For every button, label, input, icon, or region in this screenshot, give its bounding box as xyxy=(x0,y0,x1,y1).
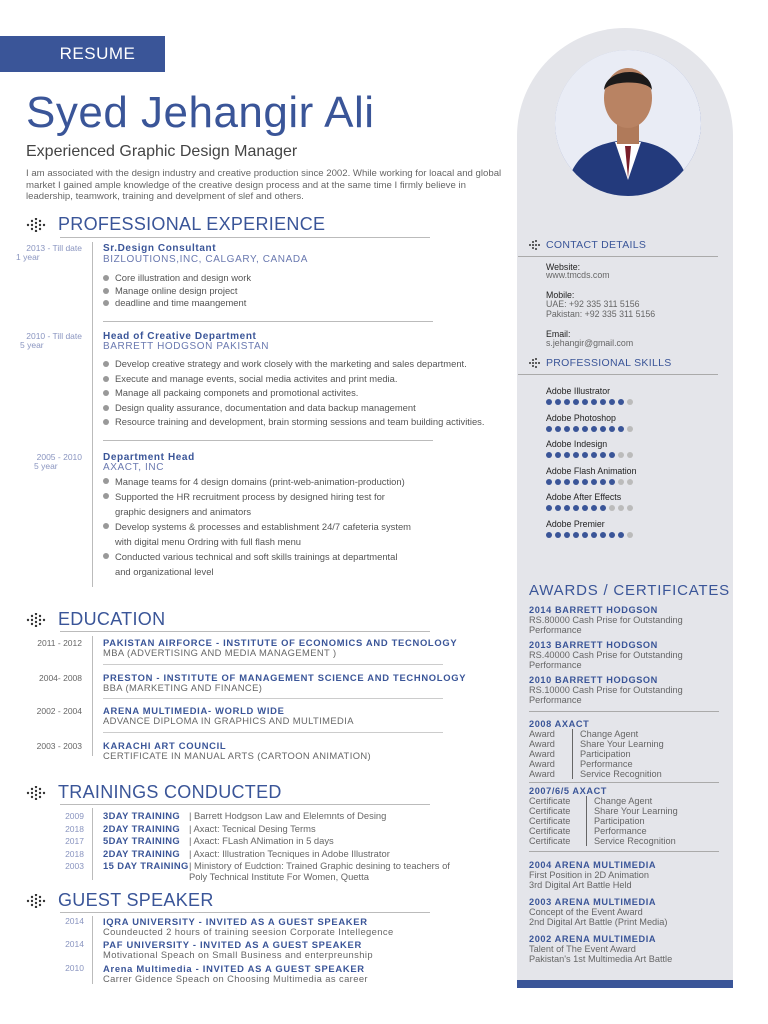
award-name: Participation xyxy=(580,749,631,759)
timeline-line xyxy=(92,242,93,587)
list-item xyxy=(56,848,496,861)
separator xyxy=(586,826,587,836)
award-name: Service Recognition xyxy=(580,769,662,779)
award-kind: Award xyxy=(529,759,555,769)
award-kind: Certificate xyxy=(529,796,571,806)
divider xyxy=(60,237,430,238)
dots-icon xyxy=(26,613,48,627)
skill-row xyxy=(546,492,706,519)
training-name: 3DAY TRAINING xyxy=(103,810,181,821)
rating-dot-filled xyxy=(591,532,597,538)
bullet-icon xyxy=(103,419,109,425)
list-item xyxy=(103,372,513,387)
bullet-icon xyxy=(103,523,109,529)
axact-2008-awards xyxy=(529,719,719,779)
separator xyxy=(572,749,573,759)
job-date-range: 2010 - Till date xyxy=(26,331,82,341)
bullet-text: Develop systems & processes and establishment 24/7 cafeteria system xyxy=(115,521,411,532)
bullet-text: Manage online design project xyxy=(115,284,238,296)
skill-rating xyxy=(546,532,706,538)
training-desc: | Axact: Illustration Tecniques in Adobe Illustrator xyxy=(189,847,390,859)
edu-date: 2011 - 2012 xyxy=(37,638,82,648)
award-year: 2014 BARRETT HODGSON xyxy=(529,605,658,615)
bullet-text: with digital menu Ordring with full flash menu xyxy=(115,536,302,547)
awards-heading: AWARDS / CERTIFICATES xyxy=(529,582,730,599)
edu-title: KARACHI ART COUNCIL xyxy=(103,740,227,751)
award-row xyxy=(529,729,719,739)
training-year: 2009 xyxy=(65,811,84,821)
guest-sub: Motivational Speach on Small Business and enterpreunship xyxy=(103,949,373,960)
rating-dot-filled xyxy=(618,532,624,538)
job-company: AXACT, INC xyxy=(103,462,165,473)
training-year: 2003 xyxy=(65,861,84,871)
rating-dot-filled xyxy=(600,505,606,511)
separator xyxy=(572,739,573,749)
bullet-text: deadline and time maangement xyxy=(115,297,247,308)
separator xyxy=(572,759,573,769)
list-item xyxy=(56,835,496,848)
rating-dot-filled xyxy=(564,399,570,405)
divider xyxy=(103,698,443,699)
award-year: 2008 AXACT xyxy=(529,719,590,729)
award-row xyxy=(529,816,719,826)
rating-dot-filled xyxy=(564,452,570,458)
rating-dot-filled xyxy=(600,452,606,458)
award-text: Talent of The Event Award xyxy=(529,944,636,954)
timeline-line xyxy=(92,916,93,984)
skill-row xyxy=(546,439,706,466)
divider xyxy=(103,440,433,441)
job-company: BARRETT HODGSON PAKISTAN xyxy=(103,341,270,352)
list-item xyxy=(103,534,503,549)
award-text: Performance xyxy=(529,660,582,670)
award-text: Performance xyxy=(529,625,582,635)
rating-dot-filled xyxy=(600,479,606,485)
rating-dot-filled xyxy=(573,505,579,511)
website-value[interactable]: www.tmcds.com xyxy=(546,270,610,280)
separator xyxy=(572,769,573,779)
job-date xyxy=(16,332,82,350)
candidate-role: Experienced Graphic Design Manager xyxy=(26,143,298,160)
section-title: TRAININGS CONDUCTED xyxy=(58,782,282,802)
dots-icon xyxy=(528,240,542,250)
rating-dot-filled xyxy=(555,426,561,432)
edu-title: ARENA MULTIMEDIA- WORLD WIDE xyxy=(103,705,285,716)
section-title: PROFESSIONAL EXPERIENCE xyxy=(58,214,326,234)
rating-dot-filled xyxy=(591,426,597,432)
mobile-uae: UAE: +92 335 311 5156 xyxy=(546,299,640,309)
job-title: Head of Creative Department xyxy=(103,331,257,342)
skill-name: Adobe Illustrator xyxy=(546,386,611,396)
rating-dot-filled xyxy=(564,426,570,432)
bullet-text: Develop creative strategy and work closely with the marketing and sales department. xyxy=(115,358,467,369)
award-row xyxy=(529,739,719,749)
award-text: Concept of the Event Award xyxy=(529,907,643,917)
job-date-range: 2005 - 2010 xyxy=(36,452,82,462)
award-text: RS.40000 Cash Prise for Outstanding xyxy=(529,650,683,660)
award-text: RS.80000 Cash Prise for Outstanding xyxy=(529,615,683,625)
rating-dot-filled xyxy=(564,532,570,538)
rating-dot-empty xyxy=(627,399,633,405)
award-name: Service Recognition xyxy=(594,836,676,846)
rating-dot-empty xyxy=(627,532,633,538)
email-label: Email: xyxy=(546,329,571,339)
award-text: 3rd Digital Art Battle Held xyxy=(529,880,632,890)
rating-dot-filled xyxy=(573,452,579,458)
job-date xyxy=(16,244,82,262)
divider xyxy=(529,782,719,783)
rating-dot-filled xyxy=(573,399,579,405)
rating-dot-empty xyxy=(618,452,624,458)
divider xyxy=(103,321,433,322)
rating-dot-empty xyxy=(609,505,615,511)
divider xyxy=(103,664,443,665)
summary-text: I am associated with the design industry and creative production since 2002. While working for loacal and global market I gained ample knowledge of the creative design process and at the same time I firmly believe in leadership, teamwork, training and develpment of slef and others. xyxy=(26,168,502,202)
award-kind: Certificate xyxy=(529,816,571,826)
edu-title: PRESTON - INSTITUTE OF MANAGEMENT SCIENCE AND TECHNOLOGY xyxy=(103,672,467,683)
award-year: 2003 ARENA MULTIMEDIA xyxy=(529,897,657,907)
divider xyxy=(60,804,430,805)
skill-name: Adobe Premier xyxy=(546,518,605,529)
divider xyxy=(60,631,430,632)
guest-sub: Carrer Gidence Speach on Choosing Multimedia as career xyxy=(103,973,368,984)
rating-dot-filled xyxy=(573,532,579,538)
job-title: Department Head xyxy=(103,452,195,463)
list-item xyxy=(103,474,503,489)
edu-sub: BBA (MARKETING AND FINANCE) xyxy=(103,682,263,693)
separator xyxy=(586,806,587,816)
award-row xyxy=(529,749,719,759)
training-desc-text: Barrett Hodgson Law and Elelemnts of Desing xyxy=(194,810,387,821)
rating-dot-filled xyxy=(546,479,552,485)
skill-row xyxy=(546,413,706,440)
rating-dot-filled xyxy=(582,505,588,511)
dots-icon xyxy=(528,358,542,368)
award-year: 2010 BARRETT HODGSON xyxy=(529,675,658,685)
skill-name: Adobe Photoshop xyxy=(546,412,616,423)
rating-dot-empty xyxy=(618,479,624,485)
edu-sub: CERTIFICATE IN MANUAL ARTS (CARTOON ANIMATION) xyxy=(103,750,372,761)
separator xyxy=(586,796,587,806)
rating-dot-filled xyxy=(546,399,552,405)
training-desc-text: Axact: FLash ANimation in 5 days xyxy=(193,835,334,846)
rating-dot-empty xyxy=(627,452,633,458)
award-row xyxy=(529,836,719,846)
bullet-icon xyxy=(103,275,109,281)
award-year: 2013 BARRETT HODGSON xyxy=(529,640,658,650)
rating-dot-filled xyxy=(609,426,615,432)
list-item xyxy=(56,860,496,882)
dots-icon xyxy=(26,894,48,908)
rating-dot-filled xyxy=(555,399,561,405)
guest-sub: Coundeucted 2 hours of training seesion Corporate Intellegence xyxy=(103,926,394,937)
rating-dot-filled xyxy=(555,505,561,511)
award-text: First Position in 2D Animation xyxy=(529,870,649,880)
skill-name: Adobe Indesign xyxy=(546,439,608,449)
training-desc: | Axact: Tecnical Desing Terms xyxy=(189,822,316,834)
rating-dot-filled xyxy=(600,426,606,432)
award-kind: Award xyxy=(529,749,555,759)
list-item xyxy=(103,386,513,401)
rating-dot-filled xyxy=(582,399,588,405)
edu-date: 2002 - 2004 xyxy=(36,706,82,716)
guest-title: Arena Multimedia - INVITED AS A GUEST SPEAKER xyxy=(103,963,365,974)
award-name: Performance xyxy=(580,759,633,769)
edu-sub: MBA (ADVERTISING AND MEDIA MANAGEMENT ) xyxy=(103,647,337,658)
rating-dot-filled xyxy=(591,399,597,405)
rating-dot-filled xyxy=(555,532,561,538)
rating-dot-filled xyxy=(591,452,597,458)
job-date-range: 2013 - Till date xyxy=(26,243,82,253)
divider xyxy=(518,256,718,257)
rating-dot-filled xyxy=(546,426,552,432)
rating-dot-filled xyxy=(546,505,552,511)
award-kind: Certificate xyxy=(529,826,571,836)
bullet-text: Manage teams for 4 design domains (print-web-animation-production) xyxy=(115,476,405,487)
job-bullets xyxy=(103,271,503,311)
sidebar-bottom-bar xyxy=(517,980,733,988)
guest-title: PAF UNIVERSITY - INVITED AS A GUEST SPEAKER xyxy=(103,939,362,950)
award-row xyxy=(529,826,719,836)
rating-dot-filled xyxy=(582,479,588,485)
award-kind: Award xyxy=(529,769,555,779)
training-desc-text: Axact: Illustration Tecniques in Adobe Illustrator xyxy=(193,847,390,859)
training-desc-text: Ministory of Eudction: Trained Graphic desining to teachers of xyxy=(194,860,450,871)
rating-dot-filled xyxy=(555,479,561,485)
separator xyxy=(586,836,587,846)
bullet-icon xyxy=(103,376,109,382)
mobile-pakistan: Pakistan: +92 335 311 5156 xyxy=(546,309,656,319)
bullet-icon xyxy=(103,553,109,559)
bullet-text: and organizational level xyxy=(115,566,214,577)
rating-dot-filled xyxy=(600,399,606,405)
list-item xyxy=(103,489,503,504)
barrett-awards xyxy=(529,605,719,705)
skill-rating xyxy=(546,452,706,458)
list-item xyxy=(56,810,496,823)
rating-dot-filled xyxy=(564,479,570,485)
job-duration: 5 year xyxy=(20,340,44,350)
training-desc: | Barrett Hodgson Law and Elelemnts of Desing xyxy=(189,810,387,821)
divider xyxy=(529,711,719,712)
list-item xyxy=(103,415,513,430)
training-year: 2018 xyxy=(65,823,84,834)
rating-dot-filled xyxy=(609,399,615,405)
list-item xyxy=(103,519,503,534)
award-text: Performance xyxy=(529,695,582,705)
rating-dot-filled xyxy=(546,532,552,538)
guest-title: IQRA UNIVERSITY - INVITED AS A GUEST SPEAKER xyxy=(103,916,368,927)
skills-heading xyxy=(528,357,672,369)
skill-row xyxy=(546,466,706,493)
award-name: Participation xyxy=(594,816,645,826)
rating-dot-empty xyxy=(627,426,633,432)
job-bullets xyxy=(103,357,513,430)
award-row xyxy=(529,759,719,769)
rating-dot-empty xyxy=(627,505,633,511)
award-row xyxy=(529,806,719,816)
experience-heading xyxy=(26,214,325,235)
bullet-icon xyxy=(103,300,109,306)
trainings-list xyxy=(56,810,496,882)
award-text: 2nd Digital Art Battle (Print Media) xyxy=(529,917,668,927)
rating-dot-filled xyxy=(618,426,624,432)
bullet-icon xyxy=(103,361,109,367)
rating-dot-filled xyxy=(582,452,588,458)
job-bullets xyxy=(103,474,503,579)
award-year: 2007/6/5 AXACT xyxy=(529,786,608,796)
award-kind: Award xyxy=(529,729,555,739)
bullet-text: graphic designers and animators xyxy=(115,506,252,517)
axact-2007-awards xyxy=(529,786,719,846)
list-item xyxy=(103,564,503,579)
rating-dot-filled xyxy=(573,479,579,485)
skill-name: Adobe After Effects xyxy=(546,492,622,502)
bullet-icon xyxy=(103,288,109,294)
list-item xyxy=(103,504,503,519)
rating-dot-empty xyxy=(627,479,633,485)
list-item xyxy=(56,823,496,836)
edu-sub: ADVANCE DIPLOMA IN GRAPHICS AND MULTIMEDIA xyxy=(103,715,354,726)
bullet-text: Execute and manage events, social media activites and print media. xyxy=(115,372,398,384)
bullet-text: Conducted various technical and soft skills trainings at departmental xyxy=(115,551,398,562)
job-date xyxy=(30,453,82,471)
award-name: Change Agent xyxy=(594,796,653,806)
skill-row xyxy=(546,386,706,413)
bullet-text: Resource training and development, brain storming sessions and team building activities. xyxy=(115,416,485,427)
guest-year: 2014 xyxy=(65,939,84,949)
profile-photo xyxy=(555,50,701,196)
bullet-icon xyxy=(103,478,109,484)
section-title: GUEST SPEAKER xyxy=(58,890,214,910)
training-desc-text: Poly Technical Institute For Women, Quetta xyxy=(189,871,369,882)
rating-dot-filled xyxy=(564,505,570,511)
contact-heading xyxy=(528,239,646,251)
training-desc-text: Axact: Tecnical Desing Terms xyxy=(193,822,316,834)
training-name: 5DAY TRAINING xyxy=(103,835,181,846)
award-text: RS.10000 Cash Prise for Outstanding xyxy=(529,685,683,695)
award-name: Performance xyxy=(594,826,647,836)
rating-dot-filled xyxy=(609,479,615,485)
rating-dot-filled xyxy=(555,452,561,458)
resume-tag: RESUME xyxy=(0,36,165,72)
award-kind: Certificate xyxy=(529,836,571,846)
candidate-name: Syed Jehangir Ali xyxy=(26,88,375,137)
timeline-line xyxy=(92,636,93,756)
website-label: Website: xyxy=(546,262,581,272)
bullet-text: Core illustration and design work xyxy=(115,272,252,283)
award-row xyxy=(529,769,719,779)
award-kind: Award xyxy=(529,739,555,749)
edu-date: 2003 - 2003 xyxy=(36,741,82,751)
list-item xyxy=(103,549,503,564)
skill-row xyxy=(546,519,706,546)
divider xyxy=(518,374,718,375)
dots-icon xyxy=(26,218,48,232)
skill-rating xyxy=(546,426,706,432)
list-item xyxy=(103,357,513,372)
job-company: BIZLOUTIONS,INC, CALGARY, CANADA xyxy=(103,254,308,265)
mobile-label: Mobile: xyxy=(546,290,575,300)
skills-list xyxy=(546,386,706,545)
section-title: CONTACT DETAILS xyxy=(546,239,647,251)
rating-dot-filled xyxy=(618,399,624,405)
trainings-heading xyxy=(26,782,282,803)
skill-name: Adobe Flash Animation xyxy=(546,465,637,476)
bullet-icon xyxy=(103,390,109,396)
list-item xyxy=(103,401,513,416)
training-year: 2017 xyxy=(65,836,84,846)
award-text: Pakistan's 1st Multimedia Art Battle xyxy=(529,954,673,964)
award-name: Change Agent xyxy=(580,729,639,739)
training-name: 2DAY TRAINING xyxy=(103,847,181,859)
bullet-text: Supported the HR recruitment process by designed hiring test for xyxy=(115,491,385,502)
skill-rating xyxy=(546,505,706,511)
award-row xyxy=(529,796,719,806)
job-duration: 1 year xyxy=(16,252,40,262)
separator xyxy=(572,729,573,739)
rating-dot-filled xyxy=(582,426,588,432)
guest-year: 2014 xyxy=(65,916,84,926)
rating-dot-filled xyxy=(609,532,615,538)
bullet-text: Manage all packaing componets and promotional activites. xyxy=(115,387,359,398)
section-title: PROFESSIONAL SKILLS xyxy=(546,357,672,369)
rating-dot-empty xyxy=(618,505,624,511)
rating-dot-filled xyxy=(591,505,597,511)
guest-year: 2010 xyxy=(65,963,84,973)
rating-dot-filled xyxy=(573,426,579,432)
divider xyxy=(103,732,443,733)
bullet-icon xyxy=(103,493,109,499)
list-item xyxy=(103,296,503,311)
dots-icon xyxy=(26,786,48,800)
job-title: Sr.Design Consultant xyxy=(103,243,217,254)
training-year: 2018 xyxy=(65,848,84,859)
award-kind: Certificate xyxy=(529,806,571,816)
edu-date: 2004- 2008 xyxy=(38,673,82,683)
divider xyxy=(529,851,719,852)
education-heading xyxy=(26,609,165,630)
training-name: 2DAY TRAINING xyxy=(103,822,181,834)
arena-awards xyxy=(529,860,719,964)
job-duration: 5 year xyxy=(34,461,58,471)
award-year: 2002 ARENA MULTIMEDIA xyxy=(529,934,657,944)
divider xyxy=(60,912,430,913)
award-name: Share Your Learning xyxy=(594,806,678,816)
rating-dot-filled xyxy=(546,452,552,458)
bullet-icon xyxy=(103,405,109,411)
skill-rating xyxy=(546,399,706,405)
email-value[interactable]: s.jehangir@gmail.com xyxy=(546,338,634,348)
portrait-icon xyxy=(555,50,701,196)
award-name: Share Your Learning xyxy=(580,739,664,749)
rating-dot-filled xyxy=(582,532,588,538)
bullet-text: Design quality assurance, documentation and data backup management xyxy=(115,401,416,413)
edu-title: PAKISTAN AIRFORCE - INSTITUTE OF ECONOMICS AND TECNOLOGY xyxy=(103,637,458,648)
rating-dot-filled xyxy=(609,452,615,458)
rating-dot-filled xyxy=(591,479,597,485)
section-title: EDUCATION xyxy=(58,609,166,629)
skill-rating xyxy=(546,479,706,485)
training-desc: | Ministory of Eudction: Trained Graphic desining to teachers of Poly Technical Institute For Women, Quetta xyxy=(189,860,450,882)
guest-heading xyxy=(26,890,214,911)
training-name: 15 DAY TRAINING xyxy=(103,860,189,871)
rating-dot-filled xyxy=(600,532,606,538)
award-year: 2004 ARENA MULTIMEDIA xyxy=(529,860,657,870)
training-desc: | Axact: FLash ANimation in 5 days xyxy=(189,835,334,846)
separator xyxy=(586,816,587,826)
